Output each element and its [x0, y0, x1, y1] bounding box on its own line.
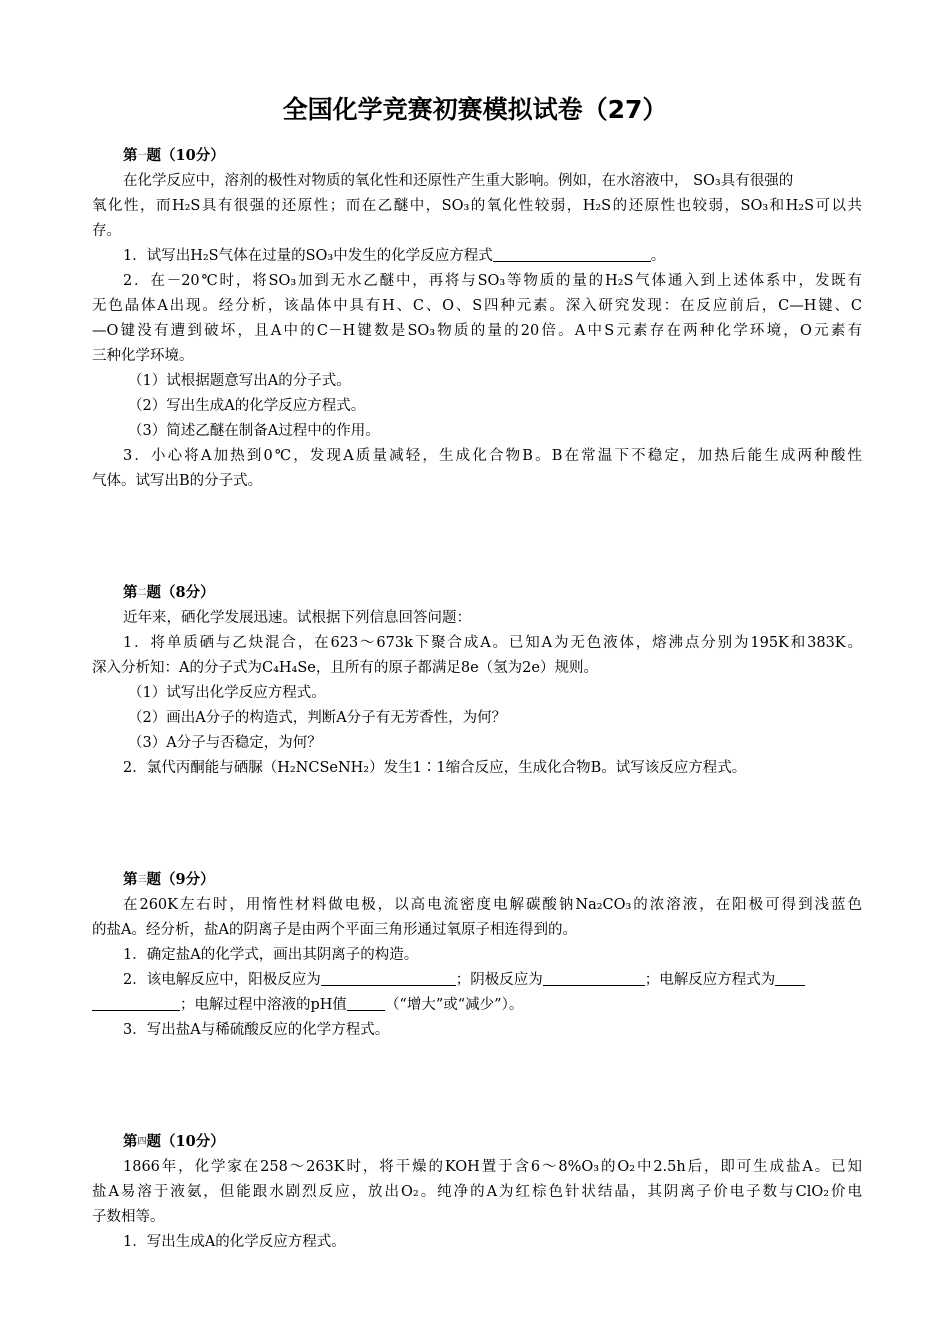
q1-part2-line3: —O键没有遭到破坏，且A中的C－H键数是SO₃物质的量的20倍。A中S元素存在两种化学环境，O元素有: [92, 323, 862, 339]
q1-part2-line2: 无色晶体A出现。经分析，该晶体中具有H、C、O、S四种元素。深入研究发现：在反应前后，C—H键、C: [92, 298, 862, 314]
q2-part1-c: （3）A分子与否稳定，为何？: [128, 735, 322, 751]
q1-part2-line4: 三种化学环境。: [92, 348, 194, 364]
q2-heading: 第二题（8分）: [123, 584, 215, 601]
q4-intro-line2: 盐A易溶于液氨，但能跟水剧烈反应，放出O₂。纯净的A为红棕色针状结晶，其阴离子价电子数与ClO₂价电: [92, 1184, 862, 1200]
q1-part2-a: （1）试根据题意写出A的分子式。: [128, 373, 351, 389]
q2-part1-line1: 1．将单质硒与乙炔混合，在623～673k下聚合成A。已知A为无色液体，熔沸点分别为195K和383K。: [123, 635, 862, 651]
q2-part1-line2: 深入分析知：A的分子式为C₄H₄Se，且所有的原子都满足8e（氢为2e）规则。: [92, 660, 598, 676]
q3-part1: 1．确定盐A的化学式，画出其阴离子的构造。: [123, 947, 419, 963]
overall-reaction-blank-cont[interactable]: [92, 996, 180, 1011]
q4-intro-line1: 1866年，化学家在258～263K时，将干燥的KOH置于含6～8%O₃的O₂中2.5h后，即可生成盐A。已知: [123, 1159, 862, 1175]
q3-intro-line1: 在260K左右时，用惰性材料做电极，以高电流密度电解碳酸钠Na₂CO₃的浓溶液，在阳极可得到浅蓝色: [123, 897, 862, 913]
q2-part1-a: （1）试写出化学反应方程式。: [128, 685, 326, 701]
q4-intro-line3: 子数相等。: [92, 1209, 165, 1225]
q1-part3-line2: 气体。试写出B的分子式。: [92, 473, 263, 489]
q4-part1: 1．写出生成A的化学反应方程式。: [123, 1234, 346, 1250]
q3-intro-line2: 的盐A。经分析，盐A的阴离子是由两个平面三角形通过氧原子相连得到的。: [92, 922, 577, 938]
q3-heading: 第三题（9分）: [123, 871, 215, 888]
answer-blank[interactable]: [493, 247, 651, 262]
cathode-reaction-blank[interactable]: [543, 971, 645, 986]
q1-intro-line3: 存。: [92, 223, 121, 239]
q1-intro-line1: 在化学反应中，溶剂的极性对物质的氧化性和还原性产生重大影响。例如，在水溶液中， SO₃具有很强的: [123, 173, 794, 189]
q1-heading: 第一题（10分）: [123, 147, 225, 164]
ph-change-blank[interactable]: [347, 996, 385, 1011]
overall-reaction-blank[interactable]: [775, 971, 805, 986]
q4-heading: 第四题（10分）: [123, 1133, 225, 1150]
q1-part2-c: （3）简述乙醚在制备A过程中的作用。: [128, 423, 380, 439]
q1-part2-line1: 2．在－20℃时，将SO₃加到无水乙醚中，再将与SO₃等物质的量的H₂S气体通入到上述体系中，发既有: [123, 273, 862, 289]
q2-part1-b: （2）画出A分子的构造式，判断A分子有无芳香性，为何？: [128, 710, 507, 726]
q1-part1: 1．试写出H₂S气体在过量的SO₃中发生的化学反应方程式 。: [123, 248, 666, 264]
q1-intro-line2: 氧化性，而H₂S具有很强的还原性；而在乙醚中，SO₃的氧化性较弱，H₂S的还原性也较弱，SO₃和H₂S可以共: [92, 198, 862, 214]
q2-intro: 近年来，硒化学发展迅速。试根据下列信息回答问题：: [123, 610, 471, 626]
q3-part3: 3．写出盐A与稀硫酸反应的化学方程式。: [123, 1022, 390, 1038]
q3-part2-line1: 2．该电解反应中，阳极反应为 ；阴极反应为 ；电解反应方程式为: [123, 970, 893, 990]
q1-part2-b: （2）写出生成A的化学反应方程式。: [128, 398, 366, 414]
anode-reaction-blank[interactable]: [321, 971, 456, 986]
q3-part2-line2: ；电解过程中溶液的pH值 （“增大”或“减少”）。: [92, 995, 862, 1015]
q2-part2: 2．氯代丙酮能与硒脲（H₂NCSeNH₂）发生1∶1缩合反应，生成化合物B。试写该反应方程式。: [123, 760, 747, 776]
page-title: 全国化学竞赛初赛模拟试卷（27）: [282, 95, 668, 124]
q1-part3-line1: 3．小心将A加热到0℃，发现A质量减轻，生成化合物B。B在常温下不稳定，加热后能生成两种酸性: [123, 448, 862, 464]
